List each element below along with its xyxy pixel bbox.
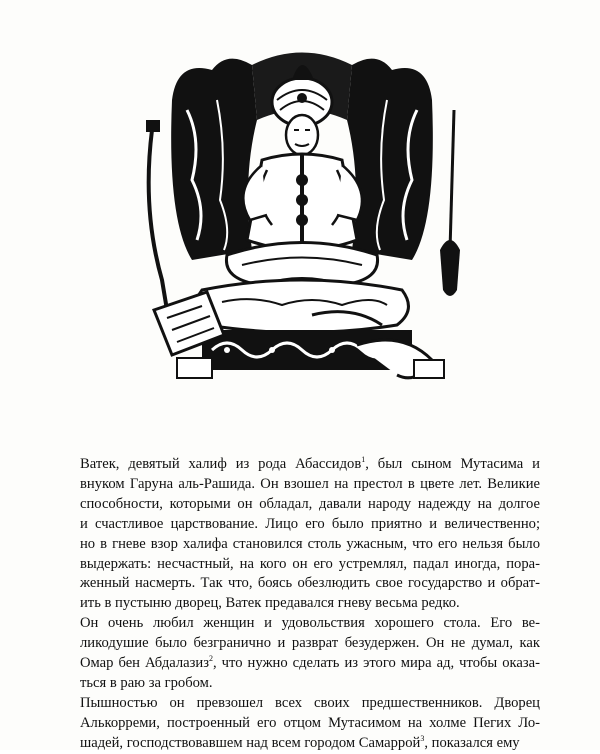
text-segment: выдержать: несчастный, на кого он его устремлял, падал иногда, пора- (80, 555, 540, 572)
text-line (62, 654, 540, 674)
text-segment: но в гневе взор халифа становился столь ужасным, что его нельзя было (80, 535, 540, 552)
text-segment: ликодушие было безгранично и разврат безудержен. Он не думал, как (80, 635, 540, 652)
text-segment: шадей, господствовавшем над всем городом Самаррой (80, 734, 421, 751)
paragraph (62, 455, 540, 614)
text-segment: и счастливое царствование. Лицо его было приятно и величественно; (80, 515, 540, 532)
text-line (62, 535, 540, 555)
text-segment: ить в пустыню дворец, Ватек предавался гневу весьма редко. (80, 595, 460, 612)
text-segment: Пышностью он превзошел всех своих предшественников. Дворец (80, 694, 540, 711)
text-segment: способности, которыми он обладал, давали народу надежду на долгое (80, 495, 540, 512)
text-line (62, 574, 540, 594)
text-line (62, 515, 540, 535)
caliph-illustration (132, 40, 472, 390)
text-line (62, 634, 540, 654)
footnote-marker[interactable]: 3 (420, 733, 425, 743)
text-line (62, 674, 540, 694)
text-segment: женный насмерть. Так что, боясь обезлюдить свое государство и обрат- (80, 575, 540, 592)
text-line (62, 694, 540, 714)
text-line (62, 475, 540, 495)
text-segment: Он очень любил женщин и удовольствия хорошего стола. Его ве- (80, 615, 540, 632)
text-line (62, 455, 540, 475)
paragraph (62, 694, 540, 754)
text-segment: ться в раю за гробом. (80, 674, 213, 691)
text-segment: Омар бен Абдалазиз (80, 655, 210, 672)
text-segment: , был сыном Мутасима и (365, 456, 540, 472)
text-line (62, 495, 540, 515)
text-line (62, 555, 540, 575)
text-segment: внуком Гаруна аль-Рашида. Он взошел на престол в цвете лет. Великие (80, 475, 540, 492)
body-text (62, 455, 540, 754)
text-line (62, 714, 540, 734)
text-segment: , что нужно сделать из этого мира ад, чтобы оказа- (213, 655, 540, 672)
text-segment: Алькорреми, построенный его отцом Мутасимом на холме Пегих Ло- (80, 714, 540, 731)
paragraph (62, 614, 540, 694)
text-line (62, 734, 540, 754)
text-line (62, 594, 540, 614)
text-segment: Ватек, девятый халиф из рода Абассидов (80, 456, 362, 472)
text-segment: , показался ему (424, 734, 520, 751)
footnote-marker[interactable]: 1 (361, 455, 366, 465)
footnote-marker[interactable]: 2 (209, 654, 214, 664)
text-line (62, 614, 540, 634)
